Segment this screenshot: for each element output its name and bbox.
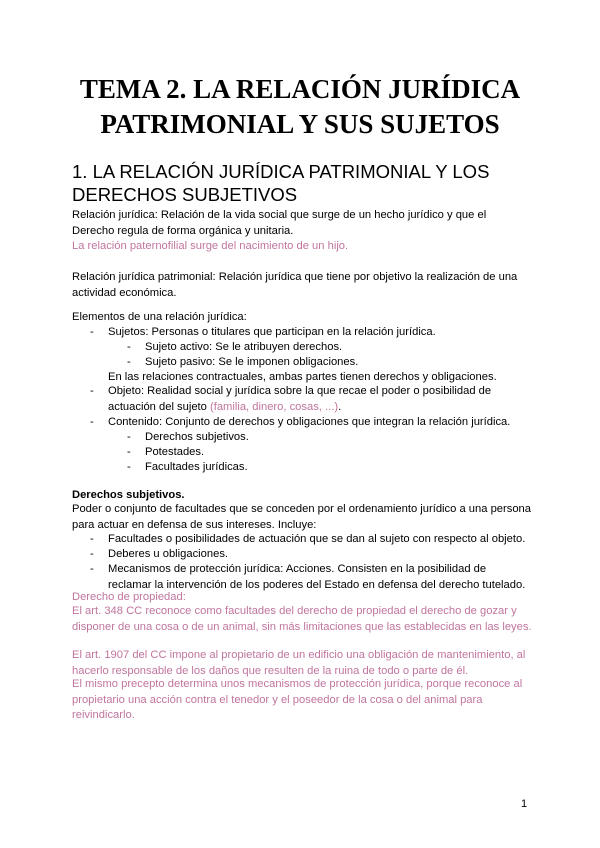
list-item-facultades: Facultades jurídicas. — [145, 461, 248, 473]
list-dash: - — [127, 461, 131, 473]
title-line-2: PATRIMONIAL Y SUS SUJETOS — [100, 109, 500, 139]
list-item-deberes: Deberes u obligaciones. — [108, 548, 229, 560]
list-dash: - — [127, 341, 131, 353]
list-item-derechos-subjetivos: Derechos subjetivos. — [145, 431, 249, 443]
list-item-contenido: Contenido: Conjunto de derechos y obligaciones que integran la relación jurídica. — [108, 416, 511, 428]
example-heading: Derecho de propiedad: — [72, 591, 186, 603]
section-heading: 1. LA RELACIÓN JURÍDICA PATRIMONIAL Y LOS DERECHOS SUBJETIVOS — [72, 161, 490, 205]
list-dash: - — [127, 431, 131, 443]
definition-relacion-patrimonial: Relación jurídica patrimonial: Relación jurídica que tiene por objetivo la realización de una actividad económica. — [72, 271, 518, 299]
subheading-text: Derechos subjetivos. — [72, 489, 185, 501]
derechos-subjetivos-definition: Poder o conjunto de facultades que se conceden por el ordenamiento jurídico a una persona para actuar en defensa de sus intereses. Incluye: — [72, 503, 532, 531]
list-item-mecanismos: Mecanismos de protección jurídica: Acciones. Consisten en la posibilidad de reclamar la intervención de los poderes del Estado en defensa del derecho tutelado. — [108, 563, 526, 591]
objeto-period: . — [338, 400, 342, 413]
list-item-sujeto-activo: Sujeto activo: Se le atribuyen derechos. — [145, 341, 343, 353]
elements-intro: Elementos de una relación jurídica: — [72, 311, 247, 323]
list-dash: - — [90, 326, 94, 338]
list-item-potestades: Potestades. — [145, 446, 205, 458]
example-precepto: El mismo precepto determina unos mecanismos de protección jurídica, porque reconoce al propietario una acción contra el tenedor y el poseedor de la cosa o del animal para reivindicarlo. — [72, 678, 523, 722]
page-number: 1 — [521, 798, 528, 810]
list-dash: - — [90, 416, 94, 428]
example-art-348: El art. 348 CC reconoce como facultades del derecho de propiedad el derecho de gozar y disponer de una cosa o de un animal, sin más limitaciones que las establecidas en las leyes. — [72, 605, 532, 633]
objeto-text: Objeto: Realidad social y jurídica sobre la que recae el poder o posibilidad de actuación del sujeto — [108, 385, 492, 413]
list-item-facultades-actuacion: Facultades o posibilidades de actuación que se dan al sujeto con respecto al objeto. — [108, 533, 526, 545]
contractuales-note: En las relaciones contractuales, ambas partes tienen derechos y obligaciones. — [108, 371, 497, 383]
document-title — [40, 72, 560, 142]
list-dash: - — [127, 446, 131, 458]
objeto-example: (familia, dinero, cosas, ...) — [210, 400, 339, 413]
list-dash: - — [90, 548, 94, 560]
list-item-objeto — [108, 384, 504, 415]
title-line-1: TEMA 2. LA RELACIÓN JURÍDICA — [79, 74, 521, 104]
list-item-sujetos: Sujetos: Personas o titulares que participan en la relación jurídica. — [108, 326, 436, 338]
list-dash: - — [90, 533, 94, 545]
definition-relacion-juridica: Relación jurídica: Relación de la vida social que surge de un hecho jurídico y que el Derecho regula de forma orgánica y unitaria. — [72, 209, 487, 237]
list-dash: - — [90, 385, 94, 397]
list-item-sujeto-pasivo: Sujeto pasivo: Se le imponen obligaciones. — [145, 356, 359, 368]
example-paternofilial: La relación paternofilial surge del nacimiento de un hijo. — [72, 240, 349, 252]
list-dash: - — [127, 356, 131, 368]
list-dash: - — [90, 563, 94, 575]
example-art-1907: El art. 1907 del CC impone al propietario de un edificio una obligación de mantenimiento, al hacerlo responsable de los daños que resulten de la ruina de todo o parte de él. — [72, 649, 526, 677]
